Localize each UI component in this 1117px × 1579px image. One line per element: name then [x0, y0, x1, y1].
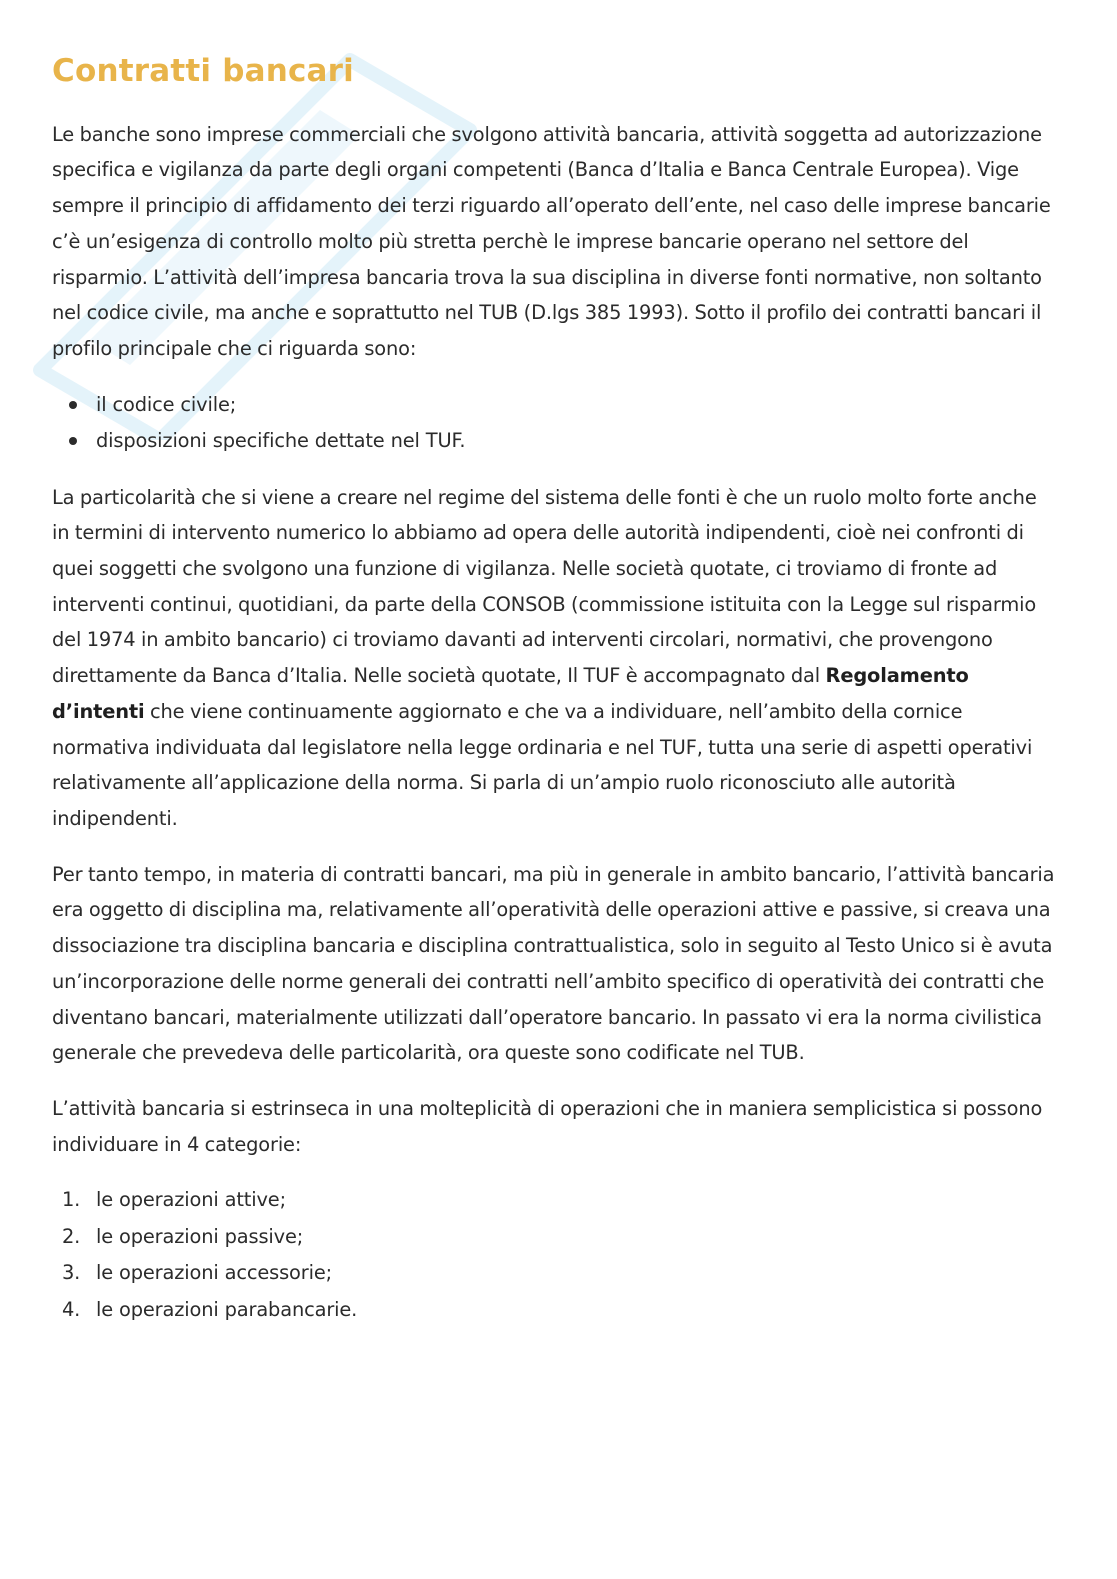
list-number: 1.: [62, 1188, 81, 1212]
list-item: [52, 1219, 1057, 1256]
document-page: [52, 52, 1057, 1348]
list-item: [52, 1292, 1057, 1329]
paragraph-text: che viene continuamente aggiornato e che va a individuare, nell’ambito della cornice normativa individuata dal legislatore nella legge ordinaria e nel TUF, tutta una serie di aspetti operativi relativamente all’applicazione della norma. Si parla di un’ampio ruolo riconosciuto alle autorità indipendenti.: [52, 699, 1033, 830]
page-title: Contratti bancari: [52, 53, 354, 89]
paragraph-categories: L’attività bancaria si estrinseca in una molteplicità di operazioni che in maniera semplicistica si possono individuare in 4 categorie:: [52, 1096, 1043, 1156]
bold-term: Regolamento d’intenti: [52, 664, 969, 723]
list-number: 2.: [62, 1224, 81, 1248]
list-item-text: le operazioni passive;: [96, 1224, 304, 1248]
paragraph-text: La particolarità che si viene a creare nel regime del sistema delle fonti è che un ruolo molto forte anche in termini di intervento numerico lo abbiamo ad opera delle autorità indipendenti, cioè nei confronti di quei soggetti che svolgono una funzione di vigilanza. Nelle società quotate, ci troviamo di fronte ad interventi continui, quotidiani, da parte della CONSOB (commissione istituita con la Legge sul risparmio del 1974 in ambito bancario) ci troviamo davanti ad interventi circolari, normativi, che provengono direttamente da Banca d’Italia. Nelle società quotate, Il TUF è accompagnato dal: [52, 485, 1037, 688]
list-item-text: le operazioni attive;: [96, 1188, 286, 1212]
list-item: [52, 387, 1057, 424]
paragraph-history: Per tanto tempo, in materia di contratti bancari, ma più in generale in ambito bancario, l’attività bancaria era oggetto di disciplina ma, relativamente all’operatività delle operazioni attive e passive, si creava una dissociazione tra disciplina bancaria e disciplina contrattualistica, solo in seguito al Testo Unico si è avuta un’incorporazione delle norme generali dei contratti nell’ambito specifico di operatività dei contratti che diventano bancari, materialmente utilizzati dall’operatore bancario. In passato vi era la norma civilistica generale che prevedeva delle particolarità, ora queste sono codificate nel TUB.: [52, 862, 1055, 1065]
paragraph-authorities: [52, 480, 1057, 837]
list-number: 3.: [62, 1261, 81, 1285]
list-item: [52, 1255, 1057, 1292]
list-item-text: le operazioni parabancarie.: [96, 1297, 358, 1321]
list-item: [52, 423, 1057, 460]
list-item-text: le operazioni accessorie;: [96, 1261, 332, 1285]
bullet-icon: [69, 437, 77, 445]
list-item: [52, 1182, 1057, 1219]
numbered-list: [52, 1182, 1057, 1328]
list-item-text: il codice civile;: [96, 392, 237, 416]
bullet-icon: [69, 401, 77, 409]
bullet-list: [52, 387, 1057, 460]
paragraph-intro: Le banche sono imprese commerciali che svolgono attività bancaria, attività soggetta ad autorizzazione specifica e vigilanza da parte degli organi competenti (Banca d’Italia e Banca Centrale Europea). Vige sempre il principio di affidamento dei terzi riguardo all’operato dell’ente, nel caso delle imprese bancarie c’è un’esigenza di controllo molto più stretta perchè le imprese bancarie operano nel settore del risparmio. L’attività dell’impresa bancaria trova la sua disciplina in diverse fonti normative, non soltanto nel codice civile, ma anche e soprattutto nel TUB (D.lgs 385 1993). Sotto il profilo dei contratti bancari il profilo principale che ci riguarda sono:: [52, 122, 1051, 360]
list-number: 4.: [62, 1297, 81, 1321]
list-item-text: disposizioni specifiche dettate nel TUF.: [96, 429, 466, 453]
